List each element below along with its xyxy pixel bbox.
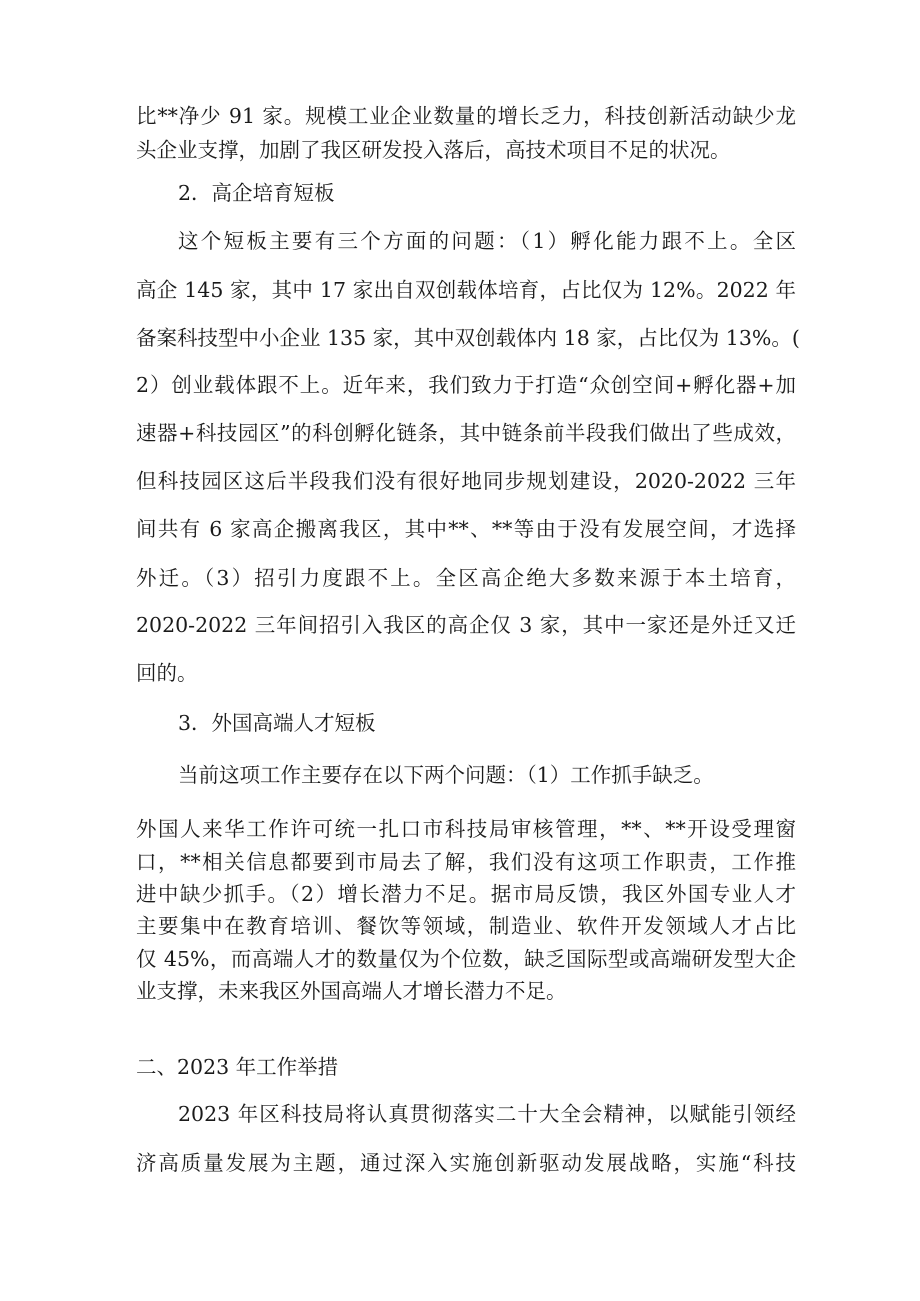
paragraph-line: 这个短板主要有三个方面的问题：（1）孵化能力跟不上。全区 bbox=[178, 229, 796, 253]
paragraph-line: 2）创业载体跟不上。近年来，我们致力于打造“众创空间+孵化器+加 bbox=[136, 373, 796, 397]
paragraph-line: 主要集中在教育培训、餐饮等领域，制造业、软件开发领域人才占比 bbox=[136, 914, 796, 938]
paragraph-line: 速器+科技园区”的科创孵化链条，其中链条前半段我们做出了些成效， bbox=[136, 421, 796, 445]
paragraph-line: 头企业支撑，加剧了我区研发投入落后，高技术项目不足的状况。 bbox=[136, 138, 731, 162]
paragraph-line: 外迁。（3）招引力度跟不上。全区高企绝大多数来源于本土培育， bbox=[136, 566, 796, 590]
paragraph-line: 回的。 bbox=[136, 661, 198, 685]
paragraph-line: 仅 45%，而高端人才的数量仅为个位数，缺乏国际型或高端研发型大企 bbox=[136, 947, 796, 971]
paragraph-line: 高企 145 家，其中 17 家出自双创载体培育，占比仅为 12%。2022 年 bbox=[136, 278, 796, 302]
section-heading: 2．高企培育短板 bbox=[178, 181, 335, 205]
section-heading: 3．外国高端人才短板 bbox=[178, 711, 376, 735]
paragraph-line: 比**净少 91 家。规模工业企业数量的增长乏力，科技创新活动缺少龙 bbox=[136, 104, 796, 128]
paragraph-line: 备案科技型中小企业 135 家，其中双创载体内 18 家，占比仅为 13%。( bbox=[136, 326, 800, 350]
paragraph-line: 2023 年区科技局将认真贯彻落实二十大全会精神，以赋能引领经 bbox=[178, 1102, 796, 1126]
paragraph-line: 业支撑，未来我区外国高端人才增长潜力不足。 bbox=[136, 979, 567, 1003]
section-heading: 二、2023 年工作举措 bbox=[136, 1055, 339, 1079]
paragraph-line: 间共有 6 家高企搬离我区，其中**、**等由于没有发展空间，才选择 bbox=[136, 517, 796, 541]
paragraph-line: 济高质量发展为主题，通过深入实施创新驱动发展战略，实施“科技 bbox=[136, 1151, 796, 1175]
paragraph-line: 口，**相关信息都要到市局去了解，我们没有这项工作职责，工作推 bbox=[136, 850, 796, 874]
paragraph-line: 但科技园区这后半段我们没有很好地同步规划建设，2020-2022 三年 bbox=[136, 469, 796, 493]
paragraph-line: 外国人来华工作许可统一扎口市科技局审核管理，**、**开设受理窗 bbox=[136, 817, 796, 841]
paragraph-line: 当前这项工作主要存在以下两个问题：（1）工作抓手缺乏。 bbox=[178, 763, 714, 787]
paragraph-line: 2020-2022 三年间招引入我区的高企仅 3 家，其中一家还是外迁又迁 bbox=[136, 613, 796, 637]
paragraph-line: 进中缺少抓手。（2）增长潜力不足。据市局反馈，我区外国专业人才 bbox=[136, 882, 796, 906]
